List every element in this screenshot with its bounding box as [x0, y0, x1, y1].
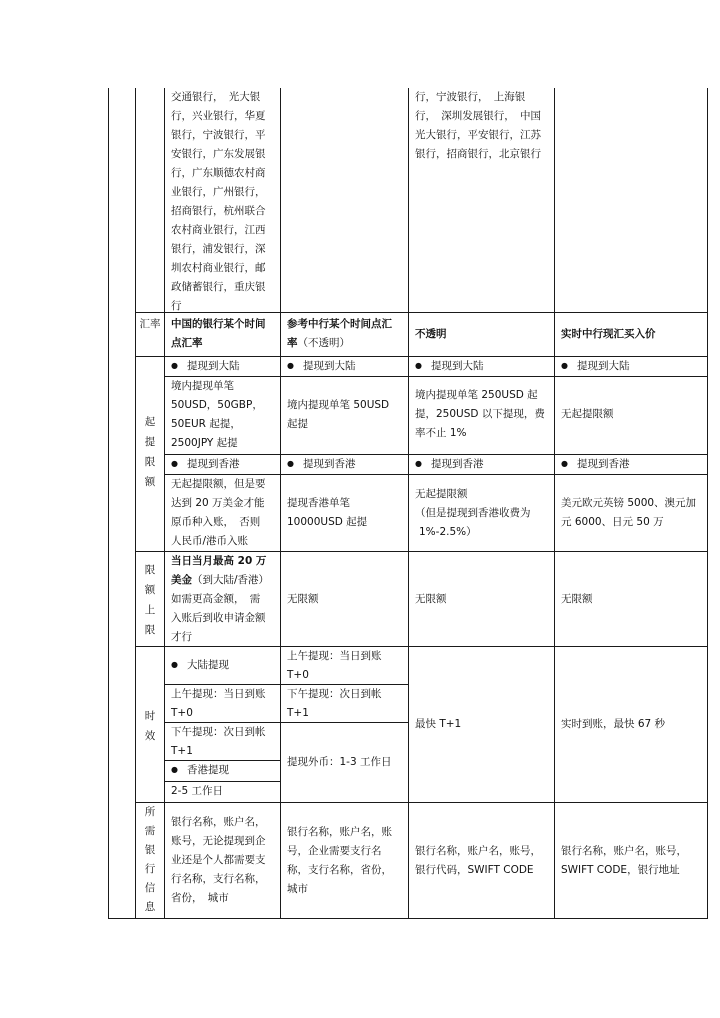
text-line: 号，企业需要支行名: [287, 845, 382, 857]
text-line: 银行名称，账户名，: [171, 816, 266, 828]
text-line: 农村商业银行，江西: [171, 224, 266, 236]
text-line: 光大银行，平安银行，江苏: [415, 129, 541, 141]
text-line: 城市: [287, 883, 308, 895]
text-line: 银行，宁波银行，平: [171, 129, 266, 141]
row-label-info: [139, 803, 161, 917]
text-line: T+0: [287, 669, 309, 681]
text-line: 50USD，50GBP，: [171, 399, 263, 411]
cap-col1: [171, 552, 279, 647]
info-col1: [171, 813, 279, 908]
text-line: 上午提现：当日到账: [287, 650, 382, 662]
text-line: 招商银行，杭州联合: [171, 205, 266, 217]
text-line: 行名称，支行名称，: [171, 873, 266, 885]
row-label-text: 限额上限: [144, 564, 156, 636]
text-line: 率不止 1%: [415, 427, 467, 439]
bullet-text: 提现到大陆: [302, 360, 356, 372]
text-line: 中国的银行某个时间: [171, 318, 266, 330]
rate-col4: 实时中行现汇买入价: [561, 328, 656, 340]
minimum-m4: 无起提限额: [561, 408, 614, 420]
row-label-minimum: [139, 412, 161, 492]
text-line: 银行，招商银行，北京银行: [415, 148, 541, 160]
text-line: 原币种入账， 否则: [171, 516, 261, 528]
cap-col2: 无限额: [287, 593, 319, 605]
bullet-text: 提现到香港: [302, 458, 356, 470]
bullet-text: 提现到香港: [576, 458, 630, 470]
text-line: 2500JPY 起提: [171, 437, 238, 449]
minimum-mainland-col4: [561, 357, 629, 376]
text-line: 上午提现：当日到账: [171, 688, 266, 700]
text-bold: 率: [287, 337, 298, 349]
text-line: 下午提现：次日到帐: [171, 726, 266, 738]
timing-hk-time: 2-5 工作日: [171, 785, 223, 797]
text-line: T+1: [287, 707, 309, 719]
timing-hk: [171, 761, 229, 780]
text-line: 提现香港单笔: [287, 497, 350, 509]
timing-pm2: [287, 685, 407, 723]
text-line: 银行代码，SWIFT CODE: [415, 864, 534, 876]
minimum-h3: [415, 485, 553, 542]
text-line: 才行: [171, 631, 192, 643]
text-line: 起提: [287, 418, 308, 430]
text-line: 美元欧元英镑 5000、澳元加: [561, 497, 697, 509]
text-line: 交通银行， 光大银: [171, 91, 261, 103]
text-line: T+0: [171, 707, 193, 719]
text-line: 人民币/港币入账: [171, 535, 249, 547]
row-label-text: 所需银行信息: [144, 806, 156, 913]
minimum-m1: [171, 377, 279, 453]
timing-col4: 实时到账，最快 67 秒: [561, 718, 666, 730]
timing-mainland: [171, 656, 229, 675]
text-line: 1%-2.5%）: [419, 526, 477, 538]
minimum-hk-col3: [415, 455, 483, 474]
text-line: 提，250USD 以下提现，费: [415, 408, 545, 420]
text-line: 下午提现：次日到帐: [287, 688, 382, 700]
text-line: 圳农村商业银行，邮: [171, 262, 266, 274]
text-line: 行， 深圳发展银行， 中国: [415, 110, 541, 122]
text-line: 省份， 城市: [171, 892, 229, 904]
text-line: 10000USD 起提: [287, 516, 368, 528]
row-label-timing: [139, 706, 161, 746]
timing-pm1: [171, 723, 279, 761]
minimum-h2: [287, 494, 407, 532]
text-line: 无起提限额: [415, 488, 468, 500]
cap-col3: 无限额: [415, 593, 447, 605]
bullet-text: 香港提现: [186, 764, 229, 776]
text-line: 行: [171, 300, 182, 312]
rate-col2: [287, 315, 407, 353]
row-label-text: 时效: [144, 710, 156, 742]
text-line: 政储蓄银行，重庆银: [171, 281, 266, 293]
top-col3-banks: [415, 88, 553, 164]
bullet-text: 提现到香港: [186, 458, 240, 470]
cap-col4: 无限额: [561, 593, 593, 605]
text-normal: （不透明）: [297, 337, 350, 349]
text-line: 称，支行名称，省份，: [287, 864, 392, 876]
minimum-h4: [561, 494, 706, 532]
info-col2: [287, 823, 407, 899]
minimum-mainland-col3: [415, 357, 483, 376]
text-line: T+1: [171, 745, 193, 757]
row-label-text: 起提限额: [144, 416, 156, 488]
text-line: 境内提现单笔: [171, 380, 234, 392]
rate-col3: 不透明: [415, 328, 447, 340]
text-line: 账号，无论提现到企: [171, 835, 266, 847]
minimum-hk-col1: [171, 455, 239, 474]
minimum-m3: [415, 386, 553, 443]
text-line: 银行名称，账户名，账号，: [415, 845, 541, 857]
timing-am1: [171, 685, 279, 723]
bullet-text: 提现到香港: [430, 458, 484, 470]
minimum-mainland-col2: [287, 357, 355, 376]
minimum-hk-col2: [287, 455, 355, 474]
text-line: 元 6000、日元 50 万: [561, 516, 664, 528]
text-line: 入账后到收申请金额: [171, 612, 266, 624]
text-line: 如需更高金额， 需: [171, 593, 261, 605]
text-line: 行，宁波银行， 上海银: [415, 91, 526, 103]
text-line: 境内提现单笔 250USD 起: [415, 389, 538, 401]
text-normal: （到大陆/香港）: [192, 574, 270, 586]
text-line: 银行，浦发银行，深: [171, 243, 266, 255]
text-line: 无起提限额，但是要: [171, 478, 266, 490]
row-label-rate: [139, 314, 161, 334]
text-bold: 美金: [171, 574, 192, 586]
text-line: 境内提现单笔 50USD: [287, 399, 390, 411]
minimum-hk-col4: [561, 455, 629, 474]
info-col3: [415, 842, 553, 880]
text-line: 银行名称，账户名，账号，: [561, 845, 687, 857]
bullet-text: 大陆提现: [186, 659, 229, 671]
minimum-h1: [171, 475, 279, 551]
bullet-text: 提现到大陆: [186, 360, 240, 372]
timing-foreign: 提现外币：1-3 工作日: [287, 756, 392, 768]
top-col1-banks: [171, 88, 277, 316]
timing-col3: 最快 T+1: [415, 718, 462, 730]
text-line: 当日当月最高 20 万: [171, 555, 267, 567]
minimum-m2: [287, 396, 407, 434]
timing-am2: [287, 647, 407, 685]
text-line: 50EUR 起提，: [171, 418, 241, 430]
info-col4: [561, 842, 706, 880]
text-line: SWIFT CODE，银行地址: [561, 864, 680, 876]
minimum-mainland-col1: [171, 357, 239, 376]
text-line: 安银行，广东发展银: [171, 148, 266, 160]
bullet-text: 提现到大陆: [430, 360, 484, 372]
rate-col1: [171, 315, 279, 353]
text-line: 参考中行某个时间点汇: [287, 318, 392, 330]
row-label-text: 汇率: [139, 318, 161, 330]
text-line: 业还是个人都需要支: [171, 854, 266, 866]
text-line: 行，兴业银行，华夏: [171, 110, 266, 122]
text-line: 业银行，广州银行，: [171, 186, 266, 198]
text-line: 行，广东顺德农村商: [171, 167, 266, 179]
text-line: 银行名称，账户名，账: [287, 826, 392, 838]
text-line: （但是提现到香港收费为: [415, 507, 531, 519]
row-label-cap: [139, 560, 161, 640]
text-line: 达到 20 万美金才能: [171, 497, 265, 509]
text-line: 点汇率: [171, 337, 203, 349]
bullet-text: 提现到大陆: [576, 360, 630, 372]
